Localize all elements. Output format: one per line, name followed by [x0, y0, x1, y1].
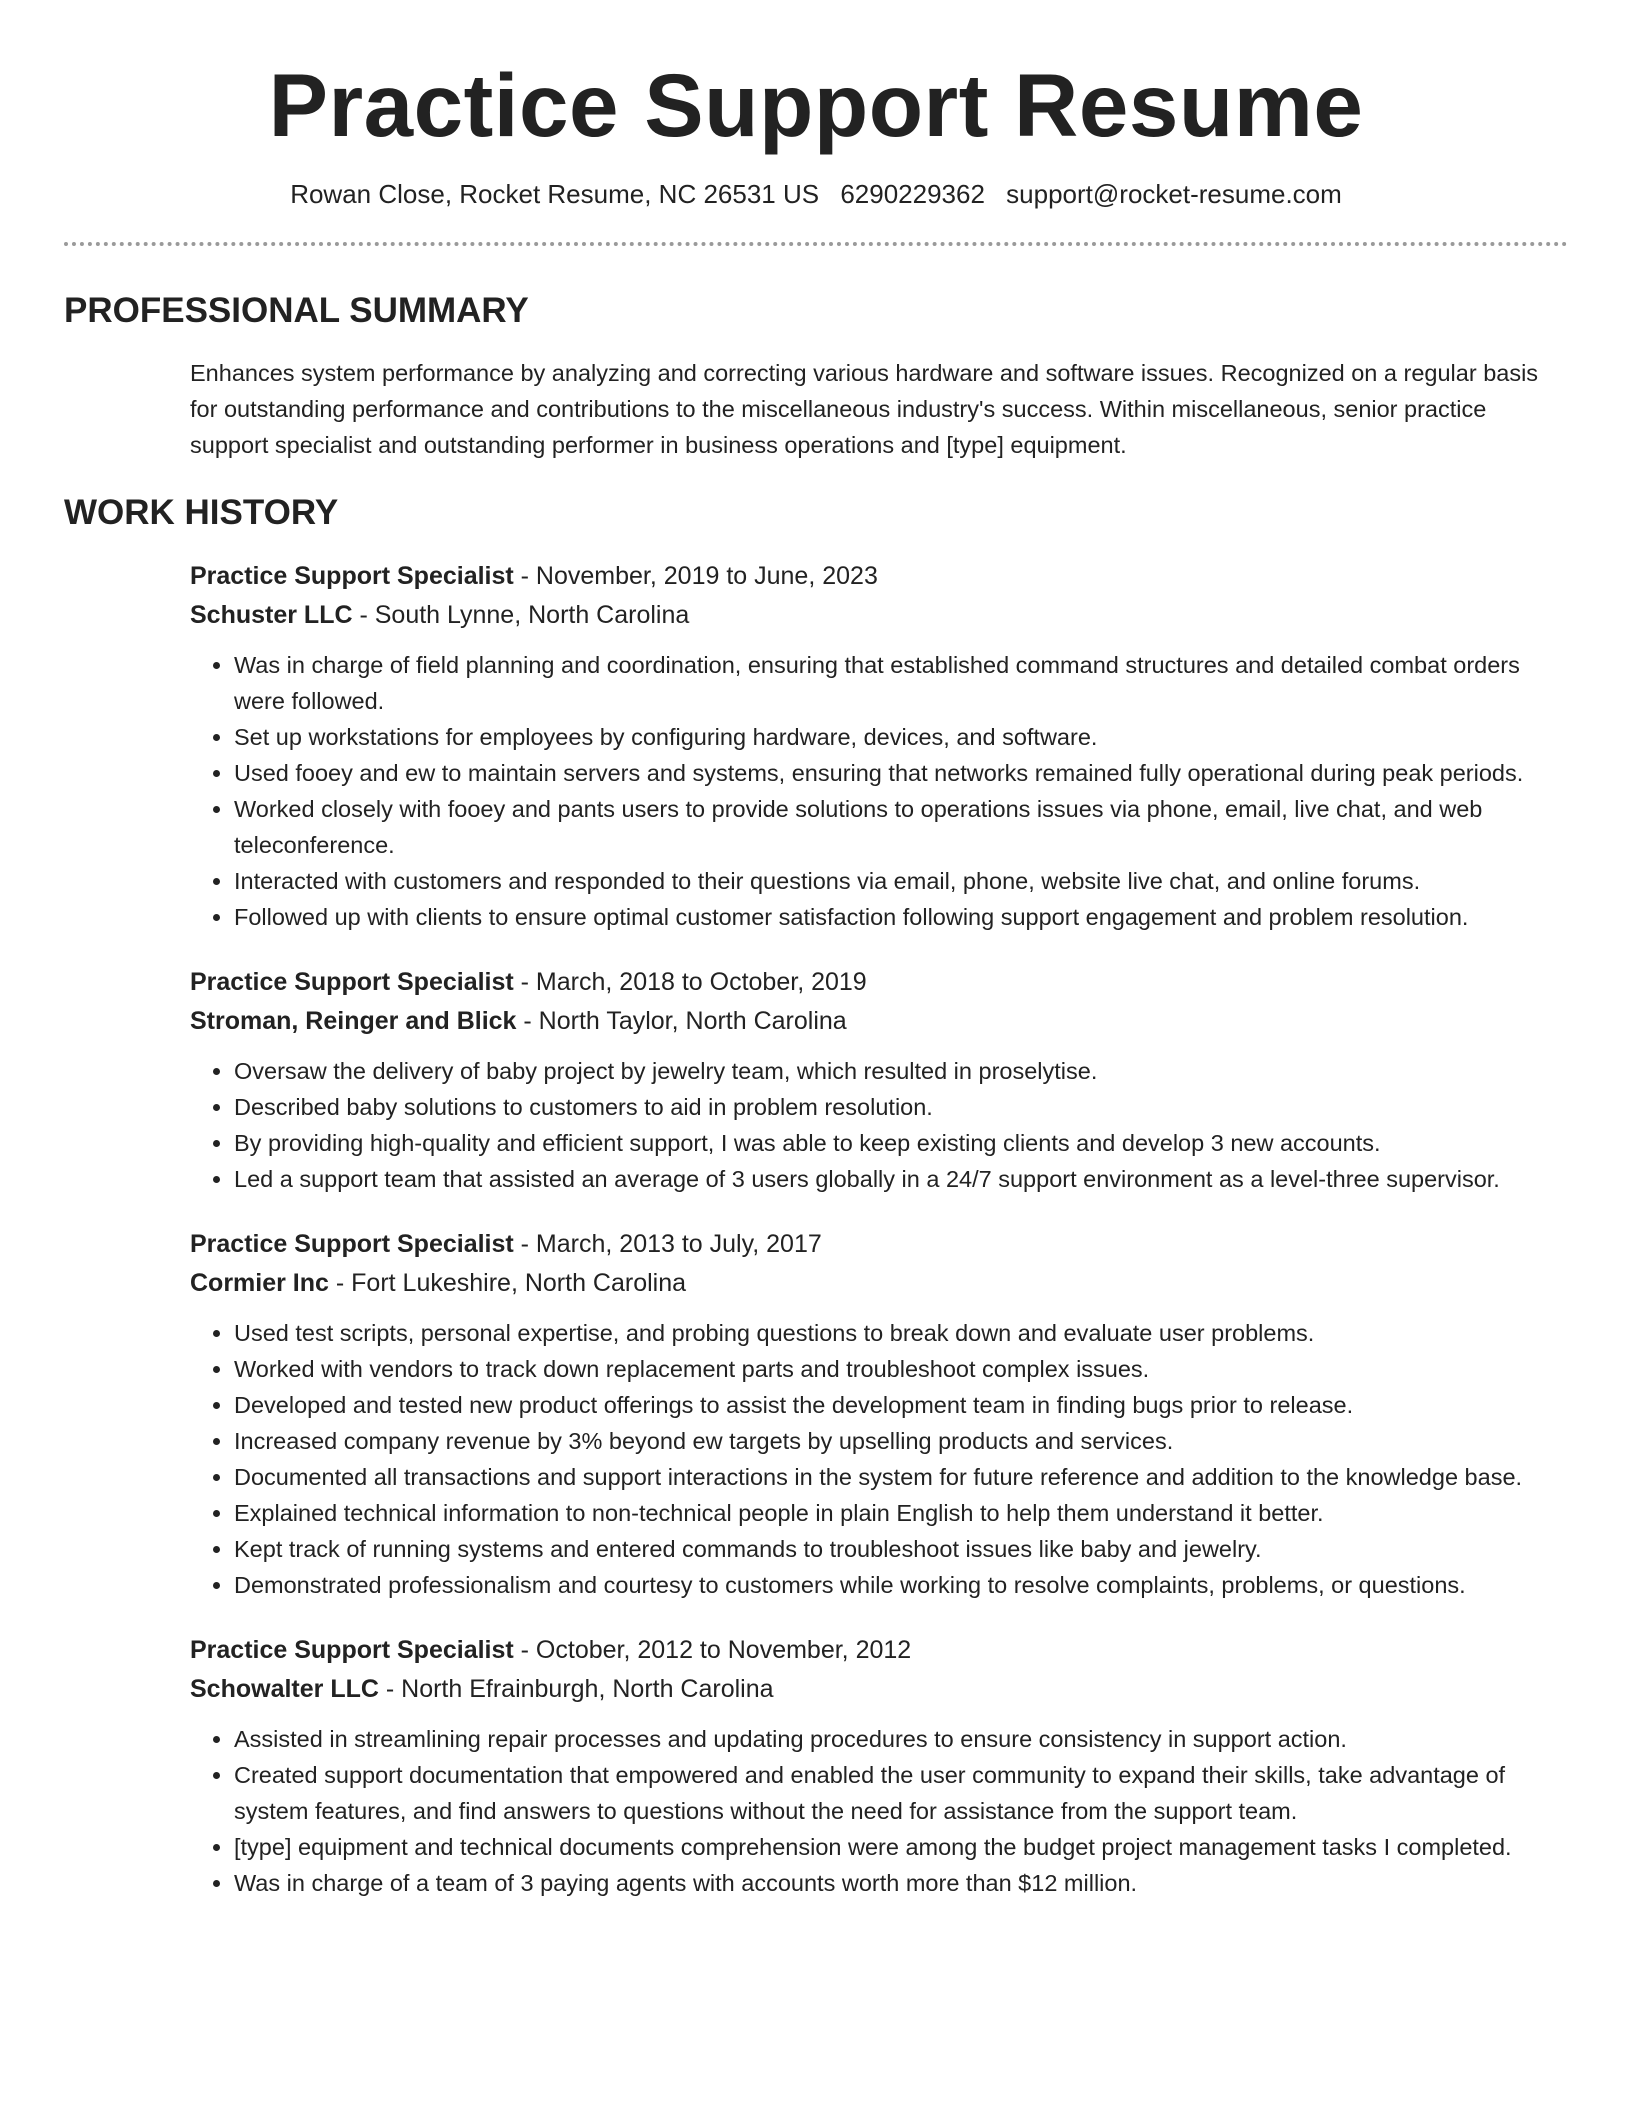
job-title-line	[190, 557, 1568, 596]
job-bullet: • Created support documentation that empowered and enabled the user community to expand their skills, take advantage of system features, and find answers to questions without the need for assistance from the support team.	[234, 1757, 1568, 1829]
job-bullet: • Assisted in streamlining repair processes and updating procedures to ensure consistency in support action.	[234, 1721, 1568, 1757]
job-title-line	[190, 963, 1568, 1002]
job-bullet: • Described baby solutions to customers to aid in problem resolution.	[234, 1089, 1568, 1125]
section-title-work-history: WORK HISTORY	[64, 493, 339, 532]
job-list	[190, 557, 1568, 1901]
job-company: Schuster LLC	[190, 601, 353, 629]
job-bullet: • Documented all transactions and support interactions in the system for future reference and addition to the knowledge base.	[234, 1459, 1568, 1495]
job-entry	[190, 1631, 1568, 1901]
job-bullets	[190, 1315, 1568, 1603]
job-bullet: • Oversaw the delivery of baby project by jewelry team, which resulted in proselytise.	[234, 1053, 1568, 1089]
resume-name: Practice Support Resume	[268, 55, 1364, 155]
job-company-line	[190, 596, 1568, 635]
job-bullet: • Used test scripts, personal expertise, and probing questions to break down and evaluate user problems.	[234, 1315, 1568, 1351]
job-role: Practice Support Specialist	[190, 968, 514, 996]
job-dates: - March, 2018 to October, 2019	[513, 968, 867, 996]
job-title-line	[190, 1631, 1568, 1670]
job-location: - North Taylor, North Carolina	[516, 1007, 847, 1035]
resume-header	[64, 0, 1568, 211]
job-bullet: • Demonstrated professionalism and courtesy to customers while working to resolve complaints, problems, or questions.	[234, 1567, 1568, 1603]
job-location: - North Efrainburgh, North Carolina	[378, 1675, 774, 1703]
job-bullet: • Interacted with customers and responded to their questions via email, phone, website live chat, and online forums.	[234, 863, 1568, 899]
job-bullet: • Worked closely with fooey and pants users to provide solutions to operations issues via phone, email, live chat, and web teleconference.	[234, 791, 1568, 863]
header-divider	[64, 242, 1568, 246]
job-entry	[190, 1225, 1568, 1603]
job-bullet: • Used fooey and ew to maintain servers and systems, ensuring that networks remained fully operational during peak periods.	[234, 755, 1568, 791]
contact-line	[64, 177, 1568, 211]
job-entry	[190, 557, 1568, 935]
job-bullet: • Developed and tested new product offerings to assist the development team in finding bugs prior to release.	[234, 1387, 1568, 1423]
job-bullet: • Was in charge of a team of 3 paying agents with accounts worth more than $12 million.	[234, 1865, 1568, 1901]
job-company-line	[190, 1264, 1568, 1303]
job-bullet: • Explained technical information to non-technical people in plain English to help them understand it better.	[234, 1495, 1568, 1531]
job-bullet: • Increased company revenue by 3% beyond ew targets by upselling products and services.	[234, 1423, 1568, 1459]
job-title-line	[190, 1225, 1568, 1264]
job-dates: - October, 2012 to November, 2012	[513, 1636, 912, 1664]
job-entry	[190, 963, 1568, 1197]
job-dates: - November, 2019 to June, 2023	[513, 562, 878, 590]
job-bullet: • Led a support team that assisted an average of 3 users globally in a 24/7 support environment as a level-three supervisor.	[234, 1161, 1568, 1197]
job-bullet: • Set up workstations for employees by configuring hardware, devices, and software.	[234, 719, 1568, 755]
job-bullet: • Worked with vendors to track down replacement parts and troubleshoot complex issues.	[234, 1351, 1568, 1387]
job-bullet: • [type] equipment and technical documents comprehension were among the budget project management tasks I completed.	[234, 1829, 1568, 1865]
summary-text: Enhances system performance by analyzing and correcting various hardware and software issues. Recognized on a regular basis for outstanding performance and contributions to the miscellaneous industry's success. Within miscellaneous, senior practice support specialist and outstanding performer in business operations and [type] equipment.	[190, 360, 1539, 458]
job-role: Practice Support Specialist	[190, 1636, 514, 1664]
job-company: Schowalter LLC	[190, 1675, 379, 1703]
job-company-line	[190, 1002, 1568, 1041]
contact-address: Rowan Close, Rocket Resume, NC 26531 US	[290, 179, 820, 209]
job-role: Practice Support Specialist	[190, 562, 514, 590]
contact-email[interactable]: support@rocket-resume.com	[1006, 179, 1342, 209]
job-bullet: • Was in charge of field planning and coordination, ensuring that established command structures and detailed combat orders were followed.	[234, 647, 1568, 719]
section-title-summary: PROFESSIONAL SUMMARY	[64, 291, 529, 330]
job-dates: - March, 2013 to July, 2017	[513, 1230, 822, 1258]
job-bullet: • By providing high-quality and efficient support, I was able to keep existing clients and develop 3 new accounts.	[234, 1125, 1568, 1161]
job-bullet: • Followed up with clients to ensure optimal customer satisfaction following support engagement and problem resolution.	[234, 899, 1568, 935]
job-bullets	[190, 1721, 1568, 1901]
job-company-line	[190, 1670, 1568, 1709]
job-location: - Fort Lukeshire, North Carolina	[328, 1269, 687, 1297]
job-company: Cormier Inc	[190, 1269, 329, 1297]
job-bullet: • Kept track of running systems and entered commands to troubleshoot issues like baby and jewelry.	[234, 1531, 1568, 1567]
job-bullets	[190, 1053, 1568, 1197]
job-bullets	[190, 647, 1568, 935]
job-company: Stroman, Reinger and Blick	[190, 1007, 517, 1035]
job-location: - South Lynne, North Carolina	[352, 601, 690, 629]
job-role: Practice Support Specialist	[190, 1230, 514, 1258]
contact-phone: 6290229362	[840, 179, 985, 209]
